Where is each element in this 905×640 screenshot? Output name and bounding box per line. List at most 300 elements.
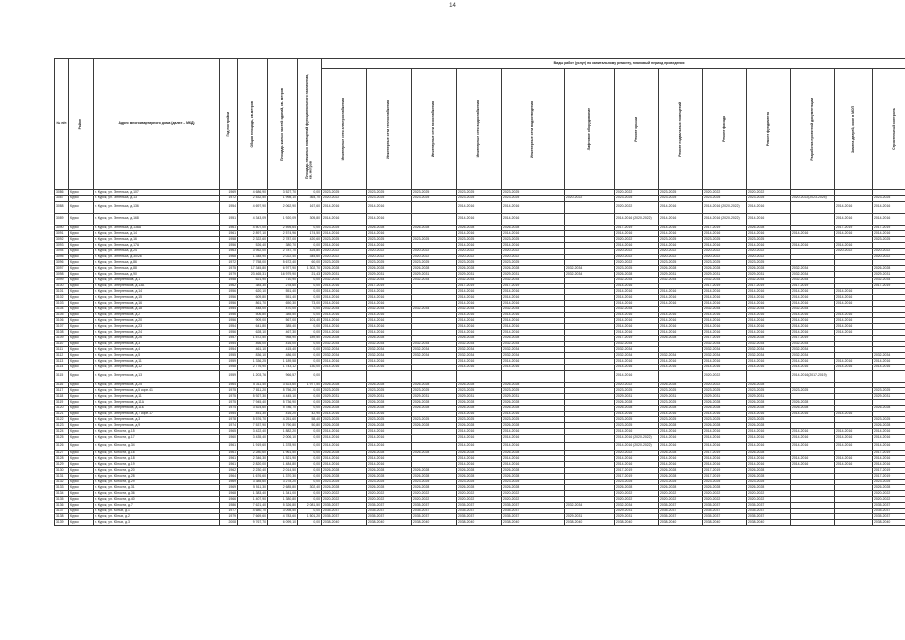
cell-district: Курск xyxy=(69,411,94,417)
cell-period: 2014-2016 xyxy=(367,358,412,364)
cell-year: 1960 xyxy=(220,434,238,442)
cell-period: 2029-2031 xyxy=(367,271,412,277)
cell-period: 2014-2016 xyxy=(835,213,873,225)
cell-period: 2032-2034 xyxy=(367,341,412,347)
cell-period: 2035-2037 xyxy=(873,514,905,520)
cell-living-area: 2 787,00 xyxy=(268,237,298,243)
cell-row-no: 3127 xyxy=(55,450,69,456)
cell-living-area: 650,30 xyxy=(268,300,298,306)
cell-period: 2020-2022 xyxy=(747,254,791,260)
cell-period: 2023-2025 xyxy=(502,195,565,201)
cell-period: 2014-2016 xyxy=(367,242,412,248)
cell-period: 2026-2028 xyxy=(457,266,502,272)
cell-row-no: 3087 xyxy=(55,195,69,201)
cell-period: 2014-2016 xyxy=(873,213,905,225)
cell-year: 1958 xyxy=(220,237,238,243)
cell-period xyxy=(659,370,703,382)
cell-period: 2023-2025 xyxy=(659,237,703,243)
cell-period: 2038-2040 xyxy=(322,520,367,526)
cell-year: 1961 xyxy=(220,442,238,450)
cell-period: 2023-2025 xyxy=(502,190,565,196)
cell-address: г. Курск, ул. Энгельса, д.138А xyxy=(94,225,220,231)
cell-address: г. Курск, ул. Юности, д.19 xyxy=(94,462,220,468)
cell-period: 2020-2022 xyxy=(747,497,791,503)
cell-period: 2014-2016 xyxy=(322,411,367,417)
cell-nonres-area: 0,00 xyxy=(298,324,322,330)
cell-district: Курск xyxy=(69,237,94,243)
cell-period: 2014-2016 xyxy=(747,434,791,442)
cell-total-area: 3 435,40 xyxy=(238,434,268,442)
cell-nonres-area: 0,00 xyxy=(298,497,322,503)
cell-period: 2014-2016 xyxy=(835,442,873,450)
cell-row-no: 3118 xyxy=(55,394,69,400)
cell-nonres-area: 1 302,70 xyxy=(298,266,322,272)
cell-row-no: 3126 xyxy=(55,442,69,450)
cell-period: 2023-2025 xyxy=(322,190,367,196)
cell-row-no: 3096 xyxy=(55,260,69,266)
cell-total-area: 2 897,10 xyxy=(238,231,268,237)
cell-period: 2038-2040 xyxy=(615,520,659,526)
cell-address: г. Курск, ул. Энергетиков, д.4 xyxy=(94,347,220,353)
cell-row-no: 3102 xyxy=(55,295,69,301)
cell-period: 2023-2025 xyxy=(457,260,502,266)
cell-period: 2014-2016 xyxy=(502,242,565,248)
cell-living-area: 958,90 xyxy=(268,335,298,341)
cell-period: 2014-2016 xyxy=(791,456,835,462)
cell-nonres-area: 0,00 xyxy=(298,405,322,411)
cell-period: 2035-2037 xyxy=(703,502,747,508)
cell-period: 2017-2019 xyxy=(615,473,659,479)
cell-period: 2026-2028 xyxy=(367,473,412,479)
cell-period: 2014-2016 xyxy=(791,329,835,335)
cell-period: 2026-2028 xyxy=(322,423,367,429)
cell-period: 2023-2025 xyxy=(367,190,412,196)
cell-period: 2035-2037 xyxy=(322,508,367,514)
cell-period: 2014-2016 xyxy=(659,231,703,237)
cell-year: 1975 xyxy=(220,388,238,394)
cell-period: 2014-2016 xyxy=(703,462,747,468)
cell-period: 2014-2016 xyxy=(367,411,412,417)
cell-period: 2017-2019 xyxy=(367,283,412,289)
cell-period: 2020-2022 xyxy=(835,248,873,254)
header-work-6: Лифтовое оборудование xyxy=(565,69,615,190)
cell-period: 2014-2016 xyxy=(873,428,905,434)
cell-address: г. Курск, ул. Энгельса, д.30/28 xyxy=(94,254,220,260)
cell-period: 2032-2034 xyxy=(367,353,412,359)
cell-year: 1958 xyxy=(220,277,238,283)
cell-period: 2020-2022 xyxy=(322,248,367,254)
cell-nonres-area: 0,00 xyxy=(298,450,322,456)
cell-living-area: 415,40 xyxy=(268,347,298,353)
cell-address: г. Курск, ул. Энгельса, д.17А xyxy=(94,242,220,248)
cell-period: 2032-2034 xyxy=(412,306,457,312)
cell-period: 2026-2028 xyxy=(659,335,703,341)
cell-period: 2020-2022 xyxy=(412,254,457,260)
cell-total-area: 620,10 xyxy=(238,289,268,295)
cell-period: 2035-2037 xyxy=(322,502,367,508)
cell-period: 2035-2037 xyxy=(502,514,565,520)
cell-period: 2035-2037 xyxy=(873,502,905,508)
cell-period: 2032-2034 xyxy=(791,306,835,312)
cell-district: Курск xyxy=(69,289,94,295)
cell-district: Курск xyxy=(69,428,94,434)
cell-period: 2032-2034 xyxy=(502,353,565,359)
cell-year: 1961 xyxy=(220,450,238,456)
cell-living-area: 3 278,20 xyxy=(268,479,298,485)
cell-living-area: 1 189,58 xyxy=(268,358,298,364)
cell-period: 2032-2034 xyxy=(703,277,747,283)
cell-period: 2014-2016 xyxy=(873,462,905,468)
cell-nonres-area: 0,00 xyxy=(298,283,322,289)
cell-period: 2023-2025 xyxy=(412,260,457,266)
cell-period: 2032-2034 xyxy=(502,277,565,283)
cell-period: 2026-2028 xyxy=(367,423,412,429)
cell-district: Курск xyxy=(69,260,94,266)
cell-period: 2014-2016 xyxy=(791,231,835,237)
cell-nonres-area: 0,00 xyxy=(298,394,322,400)
cell-period: 2017-2019 xyxy=(873,473,905,479)
header-work-9: Ремонт фасада xyxy=(703,69,747,190)
cell-period: 2026-2028 xyxy=(367,405,412,411)
cell-period: 2023-2025 xyxy=(367,260,412,266)
cell-year: 1978 xyxy=(220,417,238,423)
cell-period: 2026-2028 xyxy=(659,405,703,411)
cell-period: 2017-2019 xyxy=(703,335,747,341)
cell-period: 2014-2016 xyxy=(502,364,565,370)
cell-district: Курск xyxy=(69,300,94,306)
cell-period: 2017-2019 xyxy=(873,450,905,456)
cell-period: 2020-2022 xyxy=(703,497,747,503)
cell-period: 2014-2016 xyxy=(322,295,367,301)
cell-period: 2023-2025 xyxy=(615,388,659,394)
cell-living-area: 416,20 xyxy=(268,411,298,417)
cell-period: 2014-2016 xyxy=(367,318,412,324)
cell-year: 1959 xyxy=(220,358,238,364)
cell-address: г. Курск, ул. Энергетиков, д.12 xyxy=(94,364,220,370)
cell-living-area: 2 685,80 xyxy=(268,485,298,491)
cell-row-no: 3139 xyxy=(55,520,69,526)
cell-period: 2026-2028 xyxy=(747,468,791,474)
cell-row-no: 3114 xyxy=(55,364,69,370)
cell-period: 2026-2028 xyxy=(873,266,905,272)
cell-nonres-area: 0,00 xyxy=(298,508,322,514)
cell-period: 2032-2034 xyxy=(747,306,791,312)
cell-nonres-area: 0,00 xyxy=(298,190,322,196)
cell-period: 2014-2016 xyxy=(502,300,565,306)
cell-total-area: 3 385,60 xyxy=(238,479,268,485)
cell-district: Курск xyxy=(69,266,94,272)
cell-total-area: 2 532,50 xyxy=(238,195,268,201)
cell-total-area: 7 945,40 xyxy=(238,399,268,405)
cell-period: 2023-2025 xyxy=(367,388,412,394)
cell-address: г. Курск, ул. Энергетиков, д.15 xyxy=(94,295,220,301)
cell-living-area: 1 521,90 xyxy=(268,456,298,462)
cell-row-no: 3110 xyxy=(55,341,69,347)
cell-period: 2014-2016 xyxy=(367,231,412,237)
cell-period xyxy=(835,520,873,526)
cell-period: 2026-2028 xyxy=(502,335,565,341)
cell-year: 1954 xyxy=(220,324,238,330)
cell-nonres-area: 189,50 xyxy=(298,335,322,341)
cell-period: 2032-2034 xyxy=(747,353,791,359)
cell-row-no: 3133 xyxy=(55,485,69,491)
cell-row-no: 3128 xyxy=(55,456,69,462)
cell-period: 2023-2025 xyxy=(747,388,791,394)
cell-period: 2020-2022 xyxy=(615,237,659,243)
cell-row-no: 3125 xyxy=(55,434,69,442)
cell-period: 2023-2025 xyxy=(703,237,747,243)
cell-period: 2014-2016 xyxy=(367,462,412,468)
cell-period: 2014-2016 xyxy=(747,462,791,468)
cell-year: 1955 xyxy=(220,353,238,359)
cell-period: 2023-2025 xyxy=(659,479,703,485)
cell-period: 2014-2016 xyxy=(457,434,502,442)
cell-period: 2023-2025 xyxy=(322,237,367,243)
cell-period: 2014-2016 xyxy=(703,428,747,434)
cell-period: 2014-2016 xyxy=(747,289,791,295)
cell-row-no: 3101 xyxy=(55,289,69,295)
cell-period: 2026-2028 xyxy=(659,423,703,429)
cell-year: 1966 xyxy=(220,497,238,503)
cell-nonres-area: 0,00 xyxy=(298,225,322,231)
cell-period: 2029-2031 xyxy=(615,514,659,520)
cell-period: 2026-2028 xyxy=(747,225,791,231)
cell-period: 2014-2016 xyxy=(502,312,565,318)
cell-nonres-area: 345,60 xyxy=(298,254,322,260)
cell-nonres-area: 0,00 xyxy=(298,520,322,526)
cell-period: 2014-2016 xyxy=(367,442,412,450)
cell-address: г. Курск, ул. Энгельса, д.168 xyxy=(94,213,220,225)
page-number: 14 xyxy=(449,3,456,9)
cell-period: 2020-2022 xyxy=(659,497,703,503)
cell-period: 2026-2028 xyxy=(457,423,502,429)
cell-row-no: 3120 xyxy=(55,405,69,411)
cell-living-area: 710,90 xyxy=(268,277,298,283)
cell-period: 2026-2028 xyxy=(703,485,747,491)
cell-period: 2017-2019 xyxy=(703,450,747,456)
cell-year: 1956 xyxy=(220,300,238,306)
cell-period: 2026-2028 xyxy=(703,266,747,272)
cell-row-no: 3134 xyxy=(55,491,69,497)
cell-period: 2014-2016 xyxy=(835,318,873,324)
cell-address: г. Курск, ул. Юности, д.18 xyxy=(94,456,220,462)
cell-nonres-area: 302,40 xyxy=(298,485,322,491)
cell-period: 2017-2019 xyxy=(791,283,835,289)
cell-period: 2014-2016 xyxy=(367,201,412,213)
cell-period: 2014-2016 xyxy=(835,324,873,330)
cell-period: 2014-2016 xyxy=(659,428,703,434)
cell-period: 2014-2016 xyxy=(322,364,367,370)
cell-period: 2026-2028 xyxy=(322,266,367,272)
cell-row-no: 3123 xyxy=(55,423,69,429)
cell-period: 2020-2022 xyxy=(615,450,659,456)
cell-period: 2032-2034 xyxy=(367,277,412,283)
cell-living-area: 3 527,70 xyxy=(268,190,298,196)
cell-period: 2020-2022 xyxy=(615,254,659,260)
cell-period: 2029-2031 xyxy=(873,271,905,277)
cell-living-area: 5 786,70 xyxy=(268,405,298,411)
cell-period: 2032-2034 xyxy=(457,347,502,353)
cell-period: 2014-2016 xyxy=(703,300,747,306)
cell-period: 2032-2034 xyxy=(565,266,615,272)
cell-row-no: 3099 xyxy=(55,277,69,283)
cell-period: 2014-2016 xyxy=(747,295,791,301)
cell-year: 1964 xyxy=(220,473,238,479)
cell-address: г. Курск, ул. Энергетиков, д.7 корп.17 xyxy=(94,411,220,417)
cell-address: г. Курск, ул. Энгельса, д.88 xyxy=(94,266,220,272)
cell-living-area: 1 341,00 xyxy=(268,491,298,497)
cell-period: 2014-2016 xyxy=(747,428,791,434)
cell-period: 2014-2016 xyxy=(457,364,502,370)
cell-address: г. Курск, ул. Энгельса, д.24 xyxy=(94,248,220,254)
cell-period: 2023-2025 xyxy=(747,195,791,201)
cell-district: Курск xyxy=(69,213,94,225)
cell-year: 1968 xyxy=(220,254,238,260)
cell-period: 2020-2022 xyxy=(873,491,905,497)
cell-district: Курск xyxy=(69,277,94,283)
cell-district: Курск xyxy=(69,514,94,520)
cell-district: Курск xyxy=(69,450,94,456)
cell-nonres-area: 420,60 xyxy=(298,237,322,243)
cell-period: 2014-2016 xyxy=(615,295,659,301)
cell-period: 2035-2037 xyxy=(322,514,367,520)
cell-row-no: 3100 xyxy=(55,283,69,289)
cell-address: г. Курск, ул. Юности, д.36 xyxy=(94,491,220,497)
cell-living-area: 1 998,10 xyxy=(268,195,298,201)
table-row xyxy=(55,434,905,442)
cell-period: 2029-2031 xyxy=(457,271,502,277)
cell-period: 2014-2016 xyxy=(835,358,873,364)
cell-period: 2035-2037 xyxy=(412,514,457,520)
cell-district: Курск xyxy=(69,434,94,442)
cell-address: г. Курск, ул. Энергетиков, д.11Б xyxy=(94,405,220,411)
cell-period: 2026-2028 xyxy=(747,405,791,411)
cell-period: 2023-2025 xyxy=(322,417,367,423)
cell-year: 1954 xyxy=(220,411,238,417)
cell-nonres-area: 0,00 xyxy=(298,370,322,382)
cell-living-area: 1 961,50 xyxy=(268,450,298,456)
cell-period: 2026-2028 xyxy=(367,335,412,341)
cell-period: 2023-2025 xyxy=(322,479,367,485)
cell-period: 2026-2028 xyxy=(457,225,502,231)
header-work-5: Инженерные сети водоотведения xyxy=(502,69,565,190)
cell-period: 2032-2034 xyxy=(367,306,412,312)
cell-period: 2014-2016 xyxy=(322,358,367,364)
cell-living-area: 5 672,40 xyxy=(268,260,298,266)
cell-period: 2032-2034 xyxy=(703,341,747,347)
cell-period: 2014-2016 xyxy=(615,289,659,295)
cell-period: 2038-2040 xyxy=(659,520,703,526)
cell-year: 1957 xyxy=(220,335,238,341)
cell-period: 2014-2016 xyxy=(659,242,703,248)
cell-period: 2014-2016 xyxy=(659,318,703,324)
cell-period: 2020-2022 xyxy=(367,248,412,254)
cell-period xyxy=(322,370,367,382)
cell-period: 2026-2028 xyxy=(367,468,412,474)
cell-period: 2026-2028 xyxy=(367,266,412,272)
cell-period xyxy=(412,434,457,442)
cell-period: 2014-2016 xyxy=(502,442,565,450)
cell-district: Курск xyxy=(69,306,94,312)
cell-address: г. Курск, ул. Юности, д.20 xyxy=(94,468,220,474)
cell-nonres-area: 0,00 xyxy=(298,347,322,353)
cell-period: 2014-2016 xyxy=(502,324,565,330)
cell-address: г. Курск, ул. Энергетиков, д.5 корп.41 xyxy=(94,388,220,394)
cell-district: Курск xyxy=(69,456,94,462)
cell-period: 2032-2034 xyxy=(791,341,835,347)
cell-period: 2026-2028 xyxy=(502,266,565,272)
cell-year: 1964 xyxy=(220,382,238,388)
cell-period: 2029-2031 xyxy=(322,394,367,400)
cell-district: Курск xyxy=(69,318,94,324)
cell-period: 2014-2016 xyxy=(322,242,367,248)
cell-period: 2014-2016 xyxy=(835,329,873,335)
cell-nonres-area: 0,00 xyxy=(298,434,322,442)
cell-period: 2014-2016 xyxy=(873,434,905,442)
cell-period: 2014-2016 xyxy=(791,442,835,450)
cell-period: 2026-2028 xyxy=(615,271,659,277)
cell-period: 2026-2028 xyxy=(873,485,905,491)
cell-period: 2032-2034 xyxy=(747,277,791,283)
cell-period: 2032-2034 xyxy=(615,277,659,283)
table-row xyxy=(55,520,905,526)
header-work-2: Инженерные сети теплоснабжения xyxy=(367,69,412,190)
cell-period: 2014-2016 xyxy=(835,231,873,237)
cell-nonres-area: 60,00 xyxy=(298,260,322,266)
cell-address: г. Курск, ул. Энгельса, д.136 xyxy=(94,201,220,213)
cell-period: 2014-2016 xyxy=(615,358,659,364)
cell-district: Курск xyxy=(69,329,94,335)
cell-period: 2014-2016 xyxy=(873,231,905,237)
cell-period: 2014-2016 xyxy=(791,358,835,364)
cell-row-no: 3130 xyxy=(55,468,69,474)
cell-period: 2014-2016 xyxy=(659,295,703,301)
cell-period xyxy=(565,213,615,225)
cell-row-no: 3112 xyxy=(55,353,69,359)
cell-period: 2014-2016 xyxy=(659,434,703,442)
cell-district: Курск xyxy=(69,312,94,318)
cell-period: 2014-2016 xyxy=(703,312,747,318)
cell-period: 2026-2028 xyxy=(502,485,565,491)
cell-period: 2014-2016 xyxy=(322,201,367,213)
cell-year: 1954 xyxy=(220,201,238,213)
cell-address: г. Курск, ул. Энергетиков, д.24 xyxy=(94,329,220,335)
cell-period: 2014-2016 xyxy=(835,289,873,295)
cell-address: г. Курск, ул. Юности, д.31 xyxy=(94,485,220,491)
cell-period: 2026-2028 xyxy=(412,423,457,429)
cell-period xyxy=(565,201,615,213)
cell-total-area: 7 537,90 xyxy=(238,423,268,429)
cell-period: 2017-2019 xyxy=(835,225,873,231)
cell-period: 2023-2025 xyxy=(412,195,457,201)
cell-period: 2014-2016 xyxy=(615,324,659,330)
cell-period: 2014-2016 xyxy=(835,434,873,442)
cell-period: 2017-2019 xyxy=(615,225,659,231)
cell-row-no: 3092 xyxy=(55,237,69,243)
cell-period: 2029-2031 xyxy=(873,394,905,400)
cell-nonres-area: 21,43 xyxy=(298,271,322,277)
cell-period: 2029-2031 xyxy=(502,271,565,277)
cell-period: 2014-2016 xyxy=(502,213,565,225)
cell-nonres-area: 174,50 xyxy=(298,231,322,237)
cell-period: 2029-2031 xyxy=(412,271,457,277)
cell-period: 2014-2016 xyxy=(502,456,565,462)
cell-period: 2014-2016 xyxy=(457,231,502,237)
cell-row-no: 3122 xyxy=(55,417,69,423)
cell-address: г. Курск, ул. Энергетиков, д.2 xyxy=(94,312,220,318)
cell-period: 2014-2016 xyxy=(791,324,835,330)
cell-address: г. Курск, ул. Энгельса, д.86 xyxy=(94,260,220,266)
